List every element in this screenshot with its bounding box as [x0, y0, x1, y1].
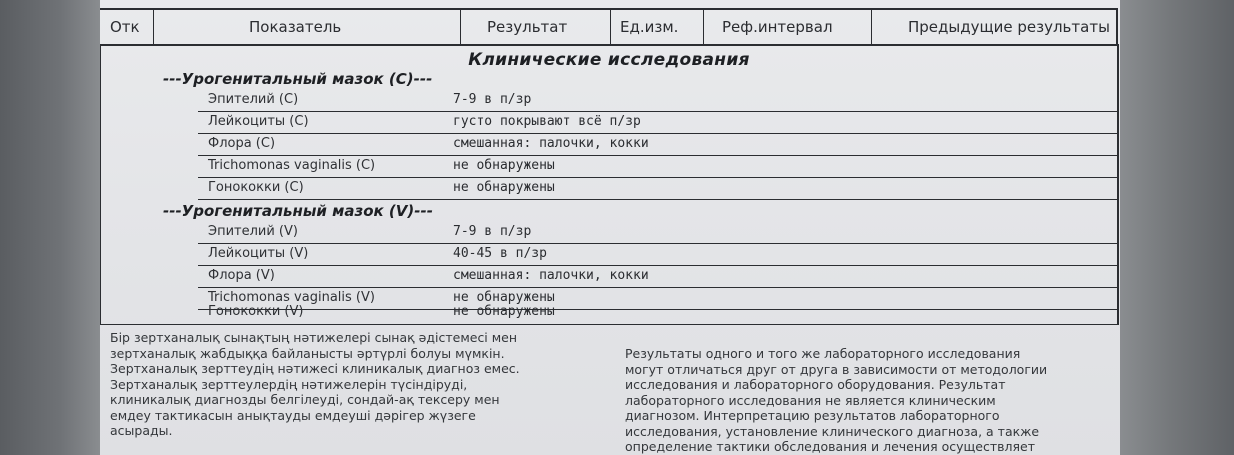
group-title-c: ---Урогенитальный мазок (C)---: [163, 70, 433, 88]
group-title-v: ---Урогенитальный мазок (V)---: [163, 202, 433, 220]
disclaimer-russian: [625, 346, 1125, 455]
row-result: смешанная: палочки, кокки: [453, 136, 649, 151]
table-row: [198, 134, 1119, 156]
disclaimer-line: асырады.: [110, 423, 173, 438]
section-title: Клинические исследования: [468, 50, 750, 70]
table-row: [198, 90, 1119, 112]
row-result: густо покрывают всё п/зр: [453, 114, 641, 129]
disclaimer-line: Бір зертханалық сынақтың нәтижелері сынақ әдістемесі мен: [110, 330, 518, 345]
disclaimer-line: лабораторного исследования не является клиническим: [625, 392, 996, 408]
disclaimer-line: исследования и лабораторного оборудования. Результат: [625, 377, 1006, 392]
header-indicator: Показатель: [154, 10, 461, 44]
lab-report-sheet: [100, 0, 1120, 455]
header-unit: Ед.изм.: [611, 10, 704, 44]
row-result: не обнаружены: [453, 304, 555, 319]
disclaimer-line: Результаты одного и того же лабораторного исследования: [625, 346, 1021, 361]
disclaimer-line: определение тактики обследования и лечения осуществляет: [625, 439, 1036, 454]
table-row: [198, 178, 1119, 200]
header-ref-interval: Реф.интервал: [704, 10, 872, 44]
table-row: [198, 266, 1119, 288]
disclaimer-line: Зертханалық зерттеудің нәтижесі клиникалық диагноз емес.: [110, 361, 520, 376]
table-row: [198, 222, 1119, 244]
disclaimer-line: могут отличаться друг от друга в зависимости от методологии: [625, 361, 1048, 377]
disclaimer-line: диагнозом. Интерпретацию результатов лабораторного: [625, 408, 1000, 423]
header-result: Результат: [461, 10, 611, 44]
disclaimer-line: исследования, установление клинического диагноза, а также: [625, 423, 1040, 439]
row-indicator: Эпителий (C): [208, 92, 299, 107]
header-otk: Отк: [100, 10, 154, 44]
table-row: [198, 156, 1119, 178]
row-indicator: Лейкоциты (V): [208, 246, 309, 261]
row-result: 40-45 в п/зр: [453, 246, 547, 261]
row-indicator: Эпителий (V): [208, 224, 298, 239]
disclaimer-line: зертханалық жабдыққа байланысты әртүрлі болуы мүмкін.: [110, 345, 505, 361]
header-previous-results: Предыдущие результаты: [872, 10, 1118, 44]
table-row: [198, 244, 1119, 266]
row-result: 7-9 в п/зр: [453, 224, 532, 239]
row-indicator: Флора (C): [208, 136, 276, 151]
row-indicator: Гонококки (C): [208, 180, 304, 195]
disclaimer-line: емдеу тактикасын анықтауды емдеуші дәрігер жүзеге: [110, 407, 476, 423]
row-result: не обнаружены: [453, 158, 555, 173]
row-indicator: Флора (V): [208, 268, 275, 283]
row-result: не обнаружены: [453, 290, 555, 305]
row-result: 7-9 в п/зр: [453, 92, 532, 107]
row-result: смешанная: палочки, кокки: [453, 268, 649, 283]
table-header-row: [100, 8, 1118, 46]
row-indicator: Гонококки (V): [208, 304, 304, 319]
row-result: не обнаружены: [453, 180, 555, 195]
table-row: [198, 112, 1119, 134]
disclaimer-kazakh: [110, 330, 600, 439]
results-table-body: [100, 44, 1119, 325]
disclaimer-line: Зертханалық зерттеулердің нәтижелерін түсіндіруді,: [110, 376, 468, 392]
table-row: [198, 302, 1119, 323]
disclaimer-line: клиникалық диагнозды белгілеуді, сондай-ақ тексеру мен: [110, 392, 500, 407]
row-indicator: Trichomonas vaginalis (V): [208, 290, 375, 305]
row-indicator: Trichomonas vaginalis (C): [208, 158, 376, 173]
row-indicator: Лейкоциты (C): [208, 114, 309, 129]
